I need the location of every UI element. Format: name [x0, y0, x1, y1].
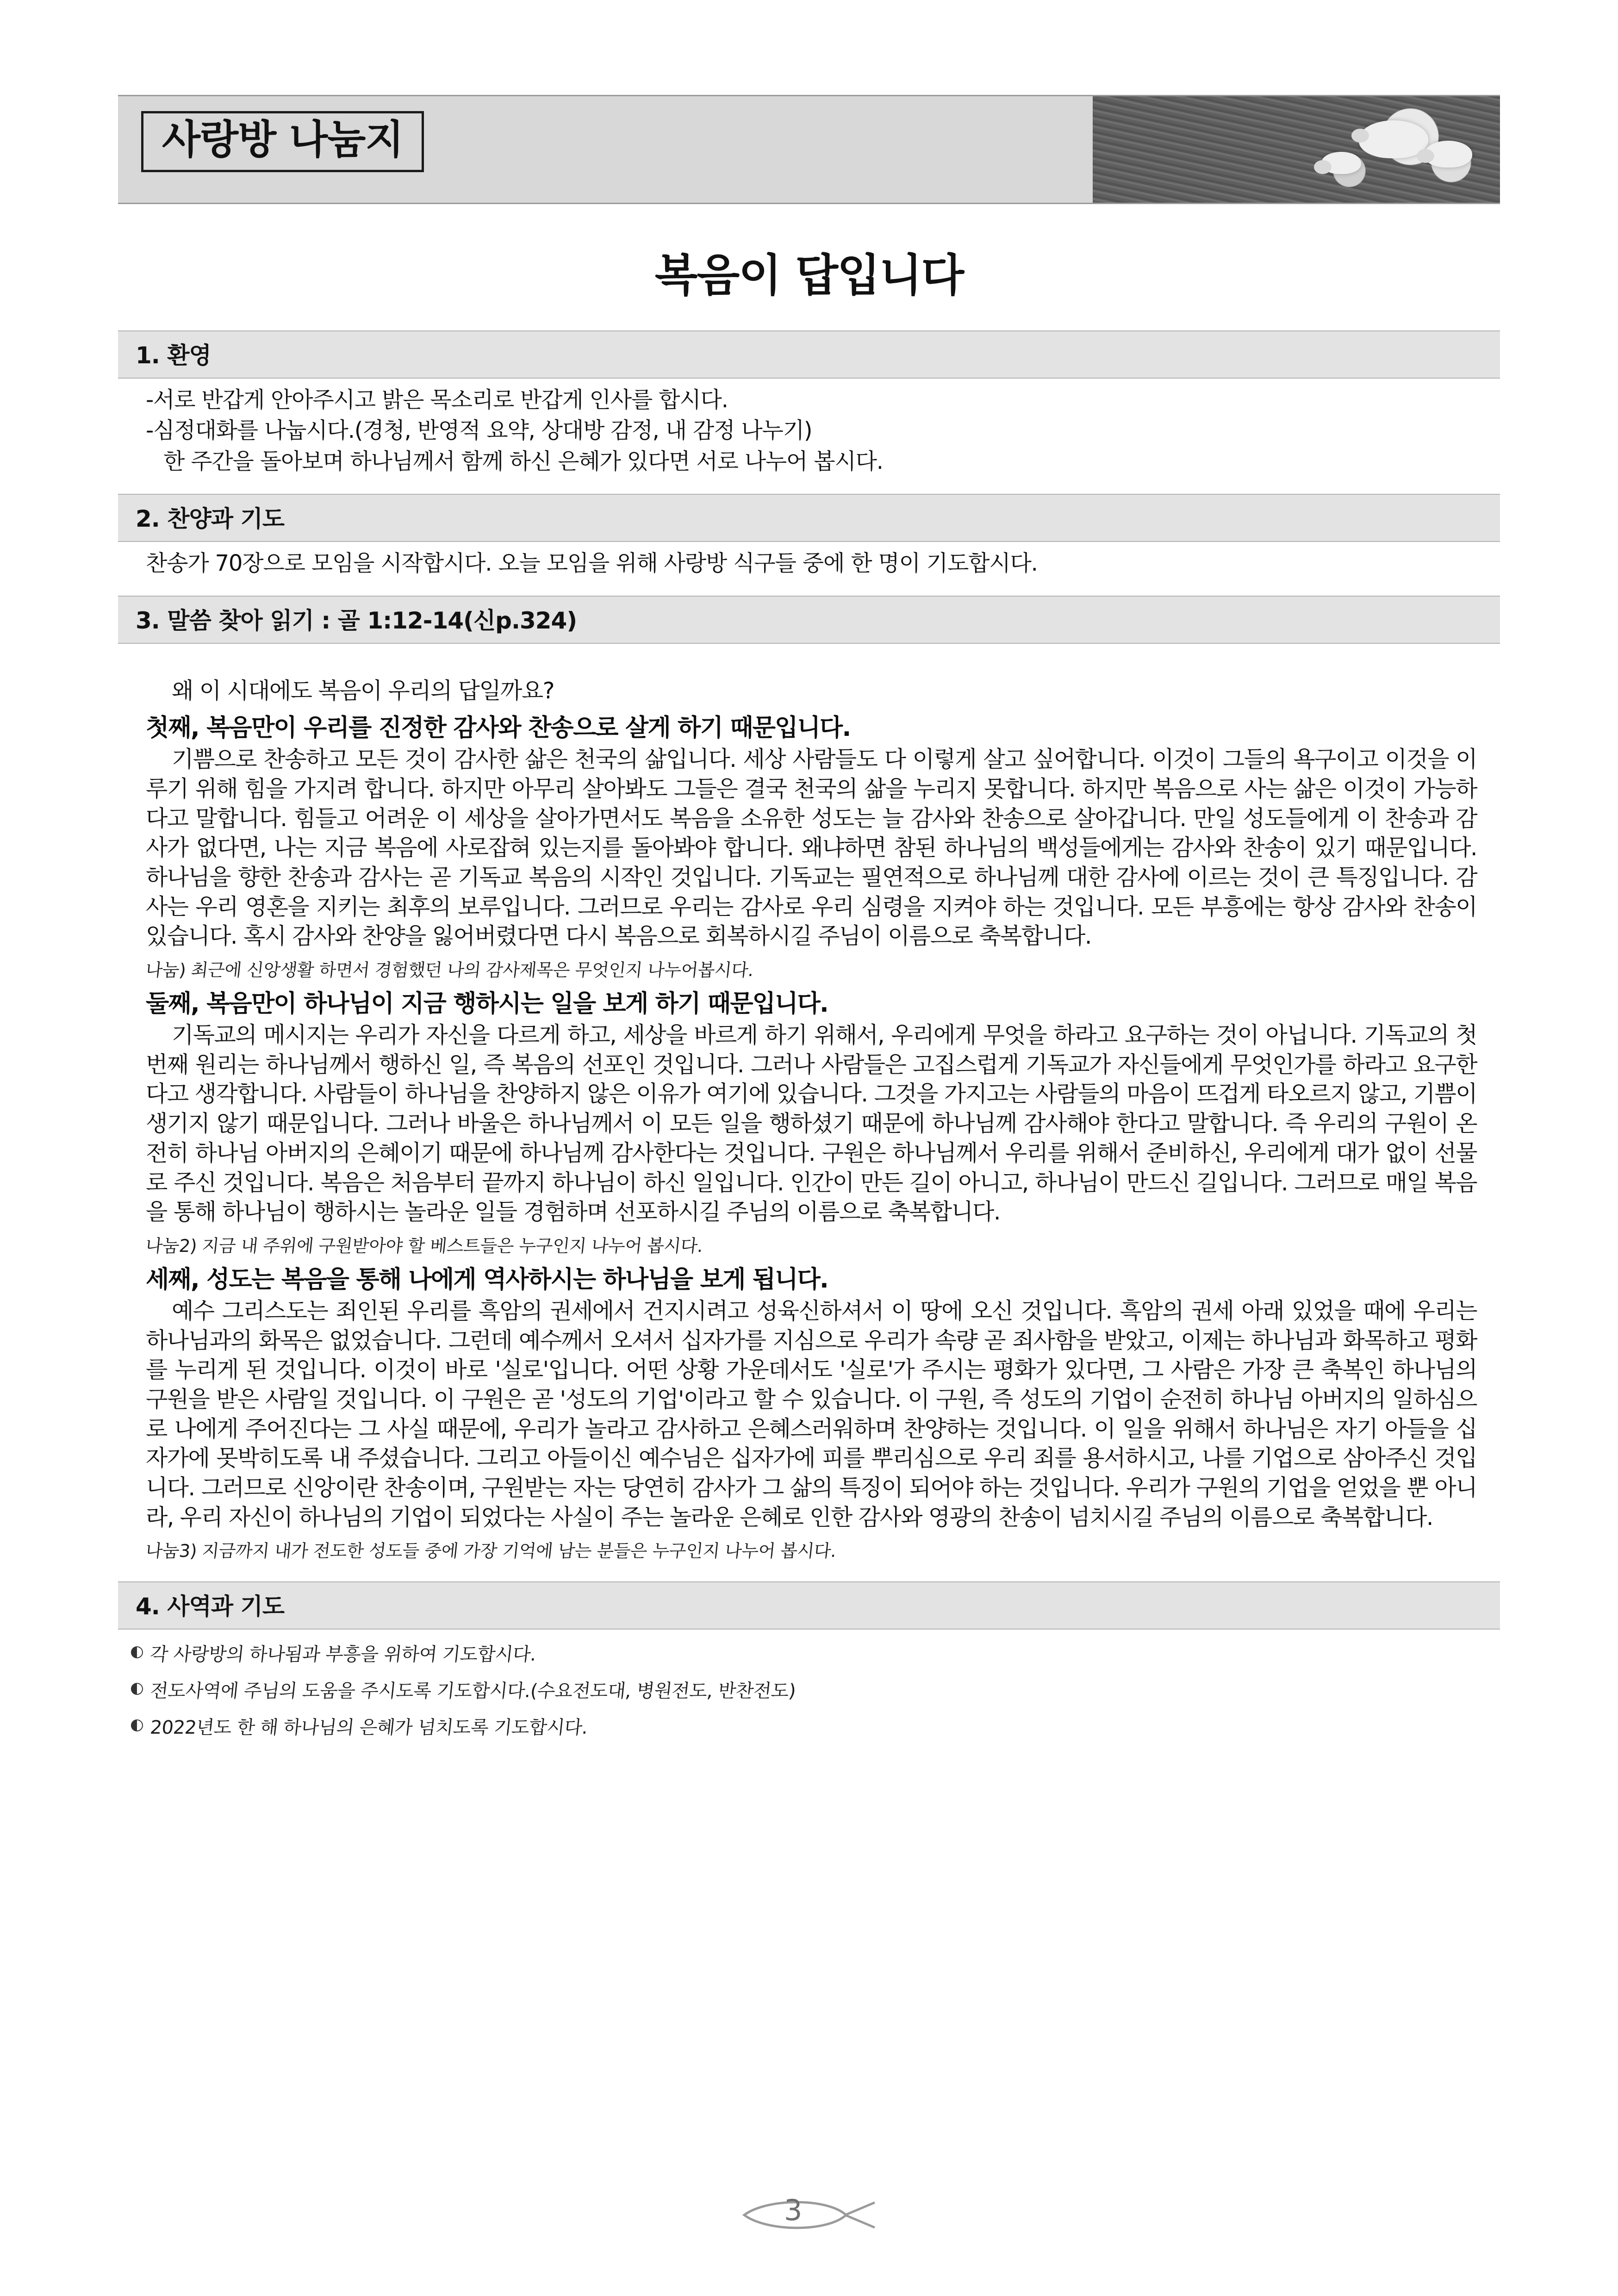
footer-wrap: [740, 2190, 878, 2235]
page-number: 3: [784, 2193, 803, 2227]
point-2-heading: 둘째, 복음만이 하나님이 지금 행하시는 일을 보게 하기 때문입니다.: [146, 990, 828, 1018]
share-note-3: 나눔3) 지금까지 내가 전도한 성도들 중에 가장 기억에 남는 분들은 누구인지 나누어 봅시다.: [144, 1541, 837, 1562]
welcome-line-2: -심정대화를 나눕시다.(경청, 반영적 요약, 상대방 감정, 내 감정 나누기): [146, 417, 812, 444]
section-body-scripture: [118, 644, 1500, 1569]
prayer-bullet-text: 2022년도 한 해 하나님의 은혜가 넘치도록 기도합시다.: [149, 1717, 589, 1739]
section-heading-welcome: 1. 환영: [118, 330, 1500, 379]
point-1-body: 기쁨으로 찬송하고 모든 것이 감사한 삶은 천국의 삶입니다. 세상 사람들도 다 이렇게 살고 싶어합니다. 이것이 그들의 욕구이고 이것을 이루기 위해 힘을 가지려 합니다. 하지만 아무리 살아봐도 그들은 결국 천국의 삶을 누리지 못합니다. 하지만 복음으로 사는 삶은 이것이 가능하다고 말합니다. 힘들고 어려운 이 세상을 살아가면서도 복음을 소유한 성도는 늘 감사와 찬송으로 살아갑니다. 만일 성도들에게 이 찬송과 감사가 없다면, 나는 지금 복음에 사로잡혀 있는지를 돌아봐야 합니다. 왜냐하면 참된 하나님의 백성들에게는 감사와 찬송이 있기 때문입니다. 하나님을 향한 찬송과 감사는 곧 기독교 복음의 시작인 것입니다. 기독교는 필연적으로 하나님께 대한 감사에 이르는 것이 큰 특징입니다. 감사는 우리 영혼을 지키는 최후의 보루입니다. 그러므로 우리는 감사로 우리 심령을 지켜야 하는 것입니다. 모든 부흥에는 항상 감사와 찬송이 있습니다. 혹시 감사와 찬양을 잃어버렸다면 다시 복음으로 회복하시길 주님이 이름으로 축복합니다.: [146, 746, 1477, 950]
bullet-icon: ◐: [130, 1715, 144, 1734]
sheep-head: [1351, 129, 1369, 143]
welcome-line-1: -서로 반갑게 안아주시고 밝은 목소리로 반갑게 인사를 합시다.: [146, 387, 728, 413]
list-item: [130, 1713, 1500, 1739]
prayer-bullet-text: 전도사역에 주님의 도움을 주시도록 기도합시다.(수요전도대, 병원전도, 반찬전도): [149, 1680, 797, 1702]
praise-line-1: 찬송가 70장으로 모임을 시작합시다. 오늘 모임을 위해 사랑방 식구들 중에 한 명이 기도합시다.: [146, 550, 1038, 576]
sheep-head: [1314, 160, 1332, 174]
point-3-body: 예수 그리스도는 죄인된 우리를 흑암의 권세에서 건지시려고 성육신하셔서 이 땅에 오신 것입니다. 흑암의 권세 아래 있었을 때에 우리는 하나님과의 화목은 없었습니다. 그런데 예수께서 오셔서 십자가를 지심으로 우리가 속량 곧 죄사함을 받았고, 이제는 하나님과 화목하고 평화를 누리게 된 것입니다. 이것이 바로 '실로'입니다. 어떤 상황 가운데서도 '실로'가 주시는 평화가 있다면, 그 사람은 가장 큰 축복인 하나님의 구원을 받은 사람일 것입니다. 이 구원은 곧 '성도의 기업'이라고 할 수 있습니다. 이 구원, 즉 성도의 기업이 순전히 하나님 아버지의 일하심으로 나에게 주어진다는 그 사실 때문에, 우리가 놀라고 감사하고 은혜스러워하며 찬양하는 것입니다. 이 일을 위해서 하나님은 자기 아들을 십자가에 못박히도록 내 주셨습니다. 그리고 아들이신 예수님은 십자가에 피를 뿌리심으로 우리 죄를 용서하시고, 나를 기업으로 삼아주신 것입니다. 그러므로 신앙이란 찬송이며, 구원받는 자는 당연히 감사가 그 삶의 특징이 되어야 하는 것입니다. 우리가 구원의 기업을 얻었을 뿐 아니라, 우리 자신이 하나님의 기업이 되었다는 사실이 주는 놀라운 은혜로 인한 감사와 영광의 찬송이 넘치시길 주님의 이름으로 축복합니다.: [146, 1297, 1477, 1531]
welcome-line-3: 한 주간을 돌아보며 하나님께서 함께 하신 은혜가 있다면 서로 나누어 봅시다.: [163, 448, 883, 474]
page-title: 복음이 답입니다: [654, 249, 964, 301]
banner-title: 사랑방 나눔지: [162, 117, 404, 163]
scripture-question: 왜 이 시대에도 복음이 우리의 답일까요?: [172, 678, 554, 704]
point-3-heading: 세째, 성도는 복음을 통해 나에게 역사하시는 하나님을 보게 됩니다.: [146, 1265, 828, 1294]
share-note-2: 나눔2) 지금 내 주위에 구원받아야 할 베스트들은 누구인지 나누어 봅시다.: [144, 1235, 704, 1256]
point-1-heading: 첫째, 복음만이 우리를 진정한 감사와 찬송으로 살게 하기 때문입니다.: [146, 714, 851, 742]
sheep-shape: [1321, 152, 1361, 174]
list-item: [130, 1640, 1500, 1666]
bullet-icon: ◐: [130, 1679, 144, 1698]
prayer-bullet-text: 각 사랑방의 하나됨과 부흥을 위하여 기도합시다.: [149, 1644, 537, 1666]
fish-icon: [740, 2199, 878, 2231]
sheep-shape: [1424, 141, 1472, 168]
sheep-head: [1417, 149, 1434, 163]
bullet-icon: ◐: [130, 1642, 144, 1661]
page-footer: [0, 2190, 1618, 2237]
section-body-welcome: [118, 379, 1500, 482]
point-2-body: 기독교의 메시지는 우리가 자신을 다르게 하고, 세상을 바르게 하기 위해서, 우리에게 무엇을 하라고 요구하는 것이 아닙니다. 기독교의 첫 번째 원리는 하나님께서 행하신 일, 즉 복음의 선포인 것입니다. 그러나 사람들은 고집스럽게 기독교가 자신들에게 무엇인가를 하라고 요구한다고 생각합니다. 사람들이 하나님을 찬양하지 않은 이유가 여기에 있습니다. 그것을 가지고는 사람들의 마음이 뜨겁게 타오르지 않고, 기쁨이 생기지 않기 때문입니다. 그러나 바울은 하나님께서 이 모든 일을 행하셨기 때문에 하나님께 감사해야 한다고 말합니다. 즉 우리의 구원이 온전히 하나님 아버지의 은혜이기 때문에 하나님께 감사한다는 것입니다. 구원은 하나님께서 우리를 위해서 준비하신, 우리에게 대가 없이 선물로 주신 것입니다. 복음은 처음부터 끝까지 하나님이 하신 일입니다. 인간이 만든 길이 아니고, 하나님이 만드신 길입니다. 그러므로 매일 복음을 통해 하나님이 행하시는 놀라운 일들 경험하며 선포하시길 주님의 이름으로 축복합니다.: [146, 1022, 1477, 1226]
section-heading-praise: 2. 찬양과 기도: [118, 494, 1500, 542]
share-note-1: 나눔) 최근에 신앙생활 하면서 경험했던 나의 감사제목은 무엇인지 나누어봅시다.: [144, 960, 755, 981]
sheep-photo: [1093, 96, 1500, 203]
section-heading-scripture: 3. 말씀 찾아 읽기 : 골 1:12-14(신p.324): [118, 596, 1500, 644]
banner-title-box: [141, 111, 424, 172]
section-heading-ministry: 4. 사역과 기도: [118, 1581, 1500, 1630]
section-body-praise: [118, 542, 1500, 584]
list-item: [130, 1676, 1500, 1703]
prayer-bullet-list: [118, 1630, 1500, 1739]
header-banner: [118, 95, 1500, 204]
